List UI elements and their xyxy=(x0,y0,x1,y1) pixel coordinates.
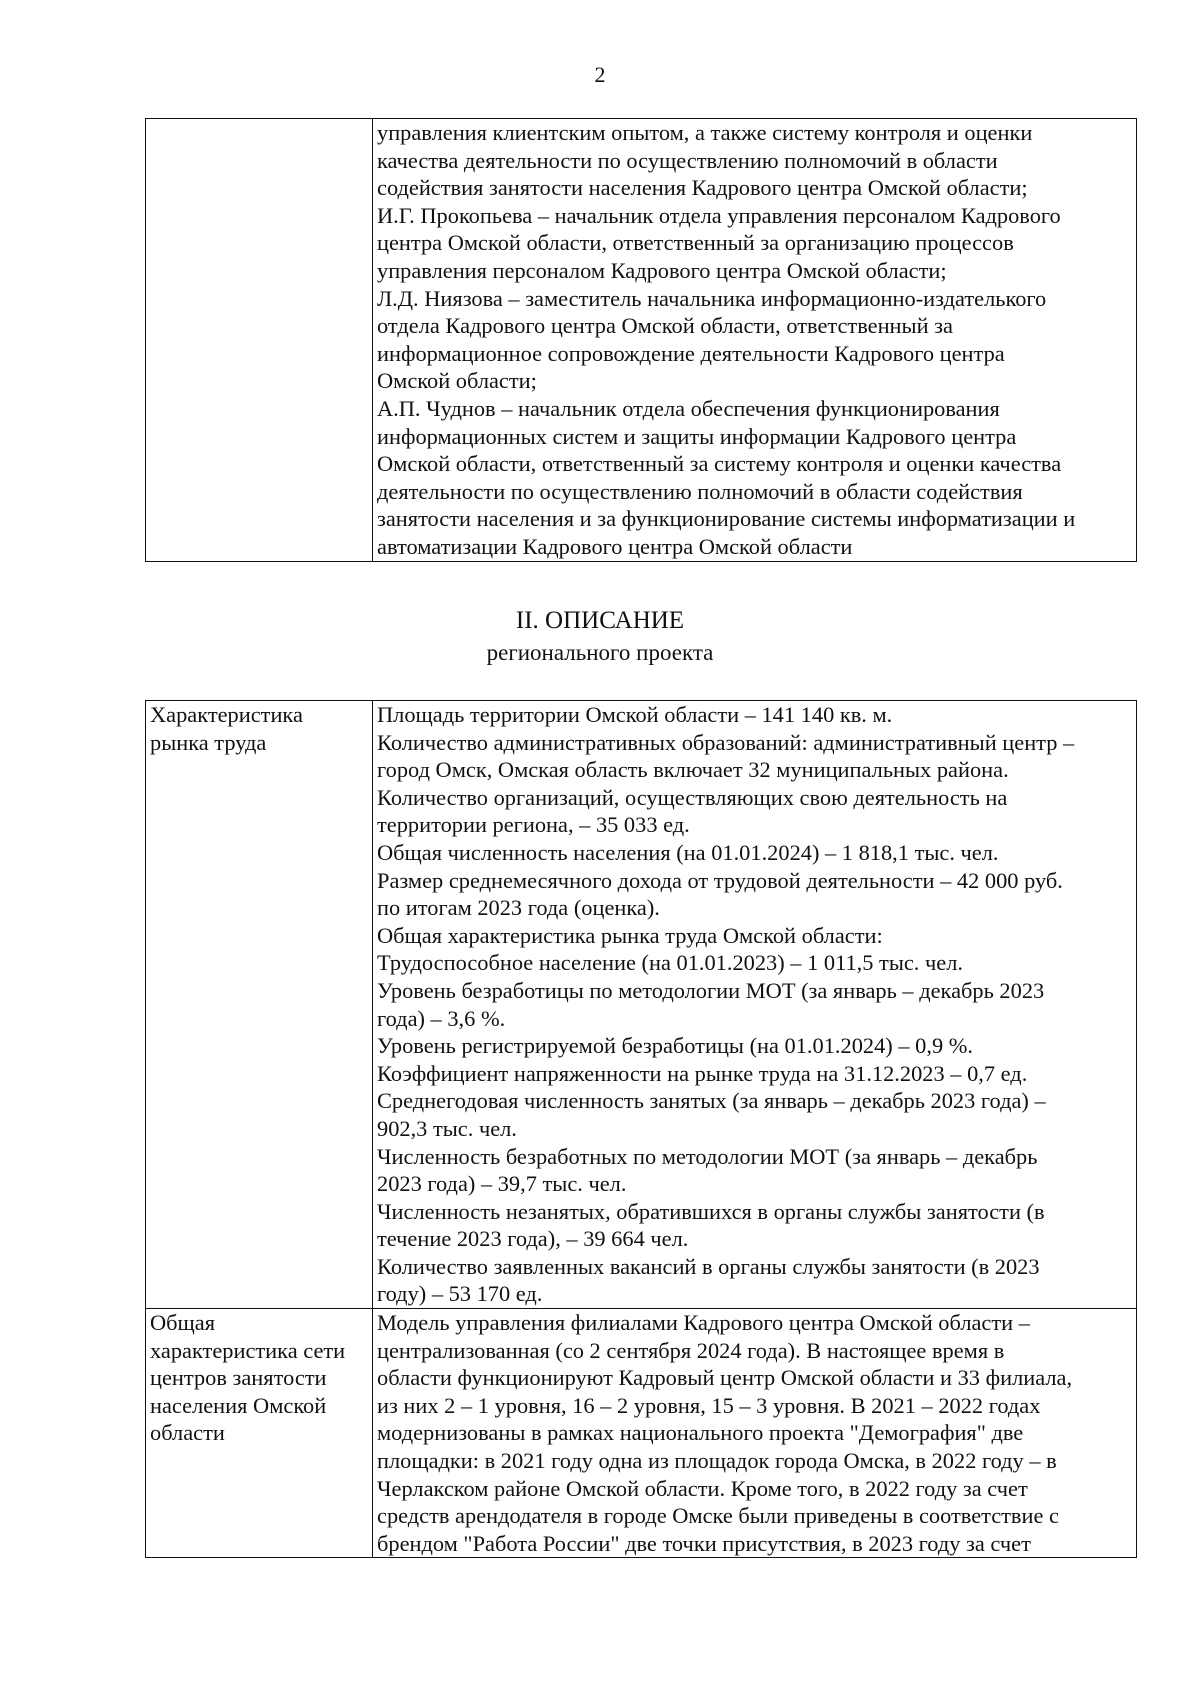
row-label-line: населения Омской xyxy=(150,1392,327,1418)
responsible-persons-table xyxy=(145,118,1137,562)
text-line: площадки: в 2021 году одна из площадок города Омска, в 2022 году – в xyxy=(377,1448,1057,1474)
text-line: территории региона, – 35 033 ед. xyxy=(377,812,690,838)
page-number: 2 xyxy=(594,62,606,87)
text-line: области функционируют Кадровый центр Омской области и 33 филиала, xyxy=(377,1365,1073,1391)
text-line: содействия занятости населения Кадрового центра Омской области; xyxy=(377,175,1028,201)
text-line: Коэффициент напряженности на рынке труда на 31.12.2023 – 0,7 ед. xyxy=(377,1060,1028,1086)
text-line: Площадь территории Омской области – 141 140 кв. м. xyxy=(377,702,893,727)
text-line: Уровень безработицы по методологии МОТ (за январь – декабрь 2023 xyxy=(377,977,1045,1003)
text-line: Численность безработных по методологии МОТ (за январь – декабрь xyxy=(377,1143,1038,1169)
text-line: информационное сопровождение деятельности Кадрового центра xyxy=(377,340,1005,366)
table-row xyxy=(146,1309,1137,1558)
text-line: средств арендодателя в городе Омске были приведены в соответствие с xyxy=(377,1503,1059,1529)
project-description-table xyxy=(145,700,1137,1558)
text-line: А.П. Чуднов – начальник отдела обеспечения функционирования xyxy=(377,395,1000,421)
text-line: Уровень регистрируемой безработицы (на 01.01.2024) – 0,9 %. xyxy=(377,1033,973,1059)
row-label-cell xyxy=(146,1309,373,1558)
text-line: брендом "Работа России" две точки присутствия, в 2023 году за счет xyxy=(377,1530,1031,1556)
text-line: Количество заявленных вакансий в органы службы занятости (в 2023 xyxy=(377,1253,1040,1279)
text-line: Количество административных образований: административный центр – xyxy=(377,729,1075,755)
text-line: Общая численность населения (на 01.01.2024) – 1 818,1 тыс. чел. xyxy=(377,839,999,865)
row-label-line: области xyxy=(150,1420,225,1446)
text-line: 902,3 тыс. чел. xyxy=(377,1115,517,1141)
text-line: Среднегодовая численность занятых (за январь – декабрь 2023 года) – xyxy=(377,1088,1046,1114)
table-row xyxy=(146,119,1137,562)
row-label-line: характеристика сети xyxy=(150,1337,346,1363)
text-line: Размер среднемесячного дохода от трудовой деятельности – 42 000 руб. xyxy=(377,867,1063,893)
text-line: модернизованы в рамках национального проекта "Демография" две xyxy=(377,1420,1024,1446)
text-line: отдела Кадрового центра Омской области, ответственный за xyxy=(377,313,953,339)
text-line: Омской области, ответственный за систему контроля и оценки качества xyxy=(377,451,1062,477)
text-line: автоматизации Кадрового центра Омской области xyxy=(377,533,853,559)
text-line: течение 2023 года), – 39 664 чел. xyxy=(377,1226,689,1252)
row-label-line: центров занятости xyxy=(150,1365,327,1391)
text-line: качества деятельности по осуществлению полномочий в области xyxy=(377,147,998,173)
text-line: Л.Д. Ниязова – заместитель начальника информационно-издателького xyxy=(377,285,1047,311)
text-line: Омской области; xyxy=(377,368,537,394)
row-label-line: рынка труда xyxy=(150,729,267,755)
responsible-persons-cell xyxy=(373,119,1137,562)
text-line: Модель управления филиалами Кадрового центра Омской области – xyxy=(377,1310,1030,1336)
text-line: Количество организаций, осуществляющих свою деятельность на xyxy=(377,784,1008,810)
text-line: управления клиентским опытом, а также систему контроля и оценки xyxy=(377,120,1033,145)
text-line: года) – 3,6 %. xyxy=(377,1005,506,1031)
text-line: центра Омской области, ответственный за организацию процессов xyxy=(377,230,1014,256)
text-line: из них 2 – 1 уровня, 16 – 2 уровня, 15 – 3 уровня. В 2021 – 2022 годах xyxy=(377,1392,1041,1418)
empty-label-cell xyxy=(146,119,373,562)
text-line: И.Г. Прокопьева – начальник отдела управления персоналом Кадрового xyxy=(377,202,1061,228)
text-line: город Омск, Омская область включает 32 муниципальных района. xyxy=(377,757,1009,783)
text-line: году) – 53 170 ед. xyxy=(377,1281,543,1307)
text-line: Трудоспособное население (на 01.01.2023) – 1 011,5 тыс. чел. xyxy=(377,950,963,976)
text-line: Общая характеристика рынка труда Омской области: xyxy=(377,922,883,948)
row-content-cell xyxy=(373,1309,1137,1558)
text-line: Черлакском районе Омской области. Кроме того, в 2022 году за счет xyxy=(377,1475,1028,1501)
row-content-cell xyxy=(373,701,1137,1309)
text-line: информационных систем и защиты информации Кадрового центра xyxy=(377,423,1017,449)
text-line: Численность незанятых, обратившихся в органы службы занятости (в xyxy=(377,1198,1045,1224)
row-label-line: Общая xyxy=(150,1310,216,1336)
text-line: централизованная (со 2 сентября 2024 года). В настоящее время в xyxy=(377,1337,1005,1363)
section-heading xyxy=(0,605,1200,669)
text-line: деятельности по осуществлению полномочий в области содействия xyxy=(377,478,1023,504)
row-label-line: Характеристика xyxy=(150,702,303,727)
text-line: 2023 года) – 39,7 тыс. чел. xyxy=(377,1171,627,1197)
section-title: II. ОПИСАНИЕ xyxy=(515,607,685,634)
row-label-cell xyxy=(146,701,373,1309)
text-line: управления персоналом Кадрового центра Омской области; xyxy=(377,257,947,283)
table-row xyxy=(146,701,1137,1309)
text-line: занятости населения и за функционирование системы информатизации и xyxy=(377,506,1076,532)
text-line: по итогам 2023 года (оценка). xyxy=(377,895,660,921)
section-subtitle: регионального проекта xyxy=(486,640,714,665)
